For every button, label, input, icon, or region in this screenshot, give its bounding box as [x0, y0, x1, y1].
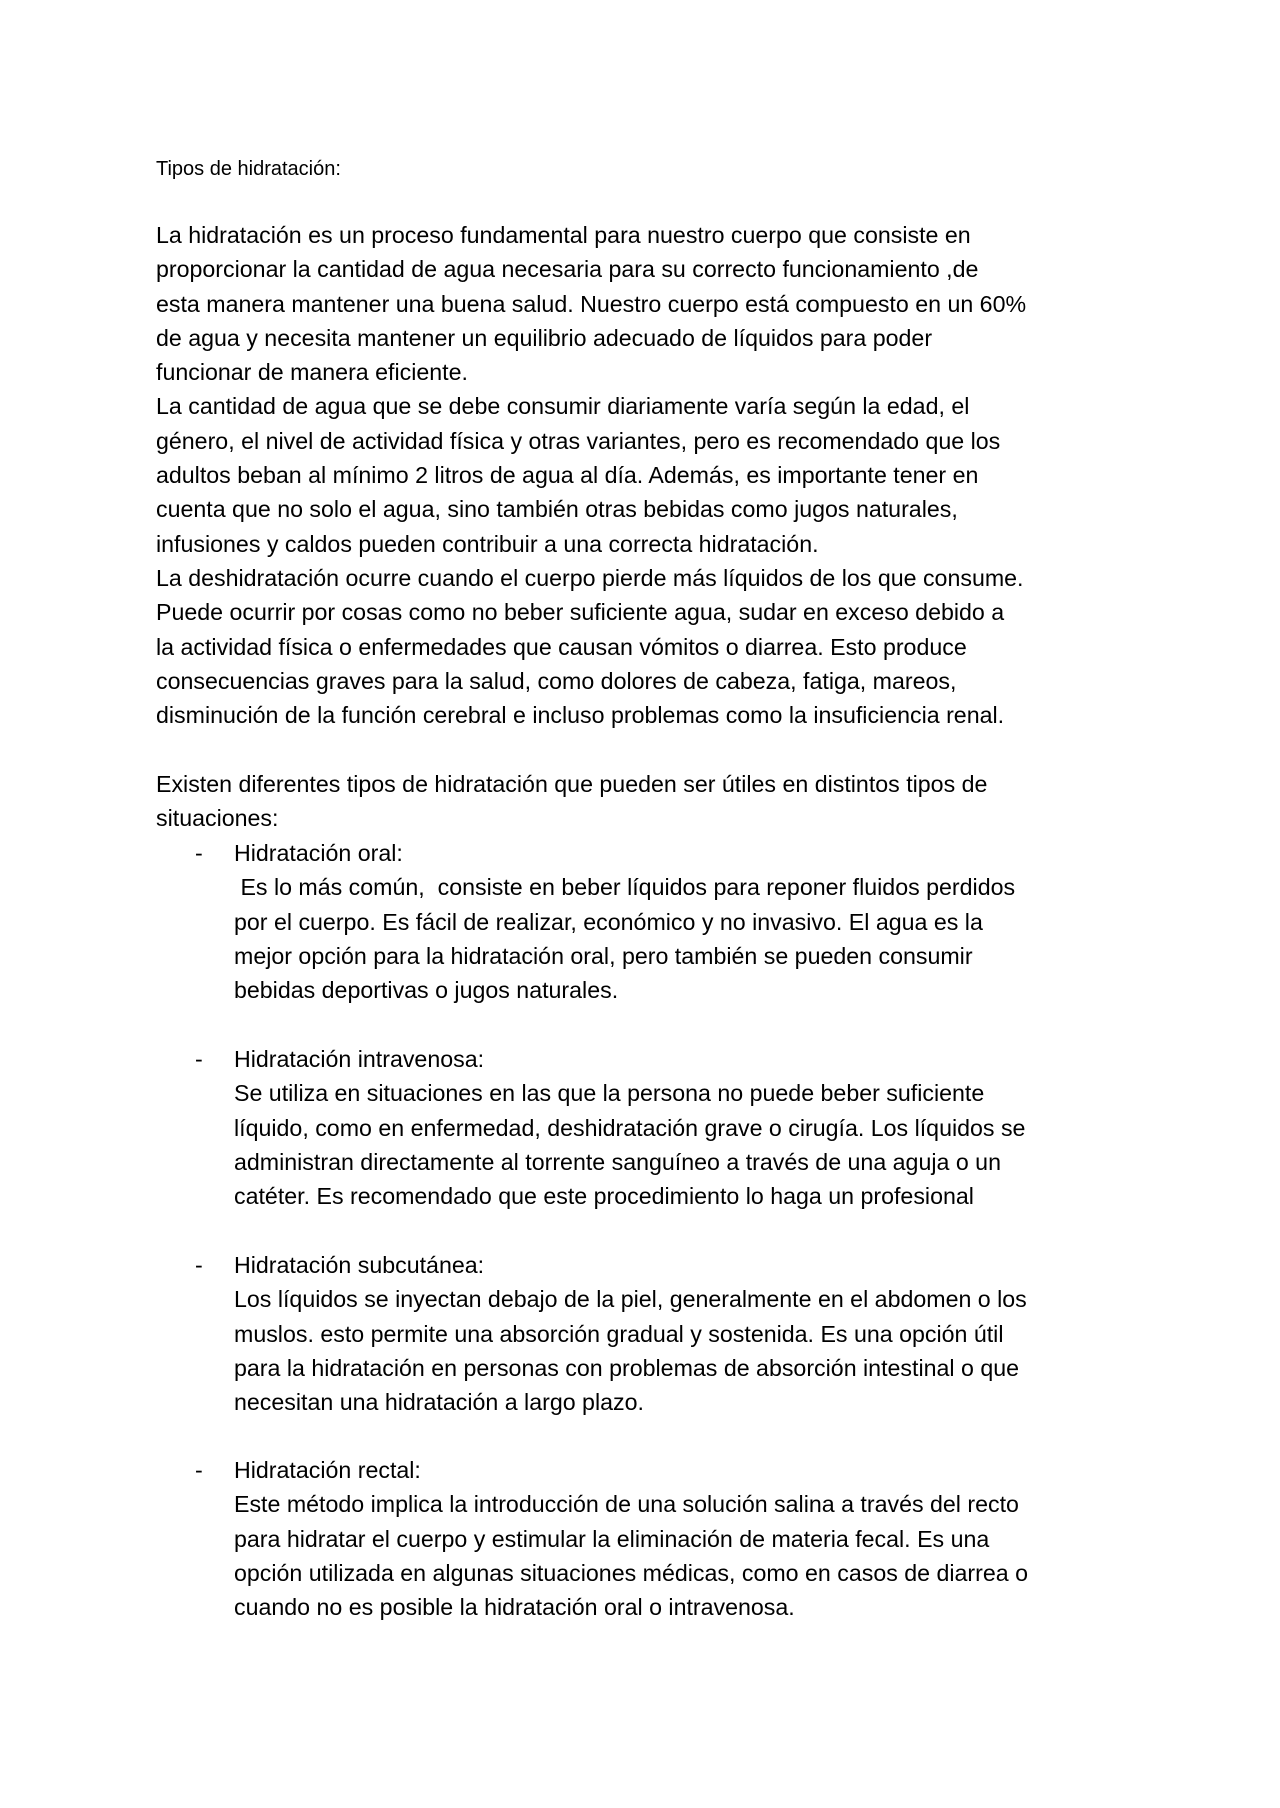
bullet-dash: -: [195, 1046, 203, 1072]
text-line: de agua y necesita mantener un equilibrio adecuado de líquidos para poder: [156, 324, 933, 351]
text-line: opción utilizada en algunas situaciones médicas, como en casos de diarrea o: [234, 1559, 1029, 1586]
intro-paragraph: [156, 218, 1156, 732]
list-item-body: [234, 1248, 1154, 1419]
text-line: La cantidad de agua que se debe consumir diariamente varía según la edad, el: [156, 393, 970, 420]
list-item-heading: Hidratación intravenosa:: [234, 1046, 485, 1072]
text-line: Se utiliza en situaciones en las que la persona no puede beber suficiente: [234, 1080, 985, 1107]
text-line: Este método implica la introducción de una solución salina a través del recto: [234, 1491, 1019, 1518]
list-item-body: [234, 1453, 1154, 1624]
text-line: muslos. esto permite una absorción gradual y sostenida. Es una opción útil: [234, 1320, 1004, 1347]
list-item-heading: Hidratación oral:: [234, 840, 403, 866]
text-line: adultos beban al mínimo 2 litros de agua al día. Además, es importante tener en: [156, 462, 979, 489]
text-line: administran directamente al torrente sanguíneo a través de una aguja o un: [234, 1148, 1001, 1175]
text-line: género, el nivel de actividad física y otras variantes, pero es recomendado que los: [156, 427, 1001, 454]
text-line: por el cuerpo. Es fácil de realizar, económico y no invasivo. El agua es la: [234, 908, 983, 935]
text-line: esta manera mantener una buena salud. Nuestro cuerpo está compuesto en un 60%: [156, 290, 1027, 317]
text-line: infusiones y caldos pueden contribuir a una correcta hidratación.: [156, 530, 819, 557]
text-line: líquido, como en enfermedad, deshidratación grave o cirugía. Los líquidos se: [234, 1114, 1026, 1141]
document-title: Tipos de hidratación:: [156, 158, 341, 180]
text-line: bebidas deportivas o jugos naturales.: [234, 977, 619, 1004]
text-line: Puede ocurrir por cosas como no beber suficiente agua, sudar en exceso debido a: [156, 599, 1005, 626]
bullet-dash: -: [195, 1252, 203, 1278]
text-line: cuando no es posible la hidratación oral o intravenosa.: [234, 1594, 795, 1621]
text-line: funcionar de manera eficiente.: [156, 359, 468, 386]
types-intro-paragraph: [156, 767, 1156, 836]
text-line: La deshidratación ocurre cuando el cuerpo pierde más líquidos de los que consume.: [156, 564, 1024, 591]
text-line: Existen diferentes tipos de hidratación que pueden ser útiles en distintos tipos de: [156, 771, 988, 797]
text-line: para hidratar el cuerpo y estimular la eliminación de materia fecal. Es una: [234, 1525, 990, 1552]
text-line: la actividad física o enfermedades que causan vómitos o diarrea. Esto produce: [156, 633, 967, 660]
text-line: Los líquidos se inyectan debajo de la piel, generalmente en el abdomen o los: [234, 1286, 1027, 1313]
text-line: proporcionar la cantidad de agua necesaria para su correcto funcionamiento ,de: [156, 256, 979, 283]
list-item-body: [234, 836, 1154, 1007]
text-line: necesitan una hidratación a largo plazo.: [234, 1389, 644, 1416]
text-line: La hidratación es un proceso fundamental para nuestro cuerpo que consiste en: [156, 222, 971, 248]
bullet-dash: -: [195, 1457, 203, 1483]
text-line: situaciones:: [156, 805, 279, 832]
text-line: cuenta que no solo el agua, sino también otras bebidas como jugos naturales,: [156, 496, 958, 523]
text-line: mejor opción para la hidratación oral, pero también se pueden consumir: [234, 942, 973, 969]
bullet-dash: -: [195, 840, 203, 866]
list-item-body: [234, 1042, 1154, 1213]
text-line: consecuencias graves para la salud, como dolores de cabeza, fatiga, mareos,: [156, 667, 957, 694]
list-item-heading: Hidratación rectal:: [234, 1457, 421, 1483]
text-line: para la hidratación en personas con problemas de absorción intestinal o que: [234, 1354, 1020, 1381]
text-line: Es lo más común, consiste en beber líquidos para reponer fluidos perdidos: [234, 874, 1016, 901]
text-line: disminución de la función cerebral e incluso problemas como la insuficiencia renal.: [156, 702, 1005, 729]
text-line: catéter. Es recomendado que este procedimiento lo haga un profesional: [234, 1183, 974, 1210]
list-item-heading: Hidratación subcutánea:: [234, 1252, 485, 1278]
